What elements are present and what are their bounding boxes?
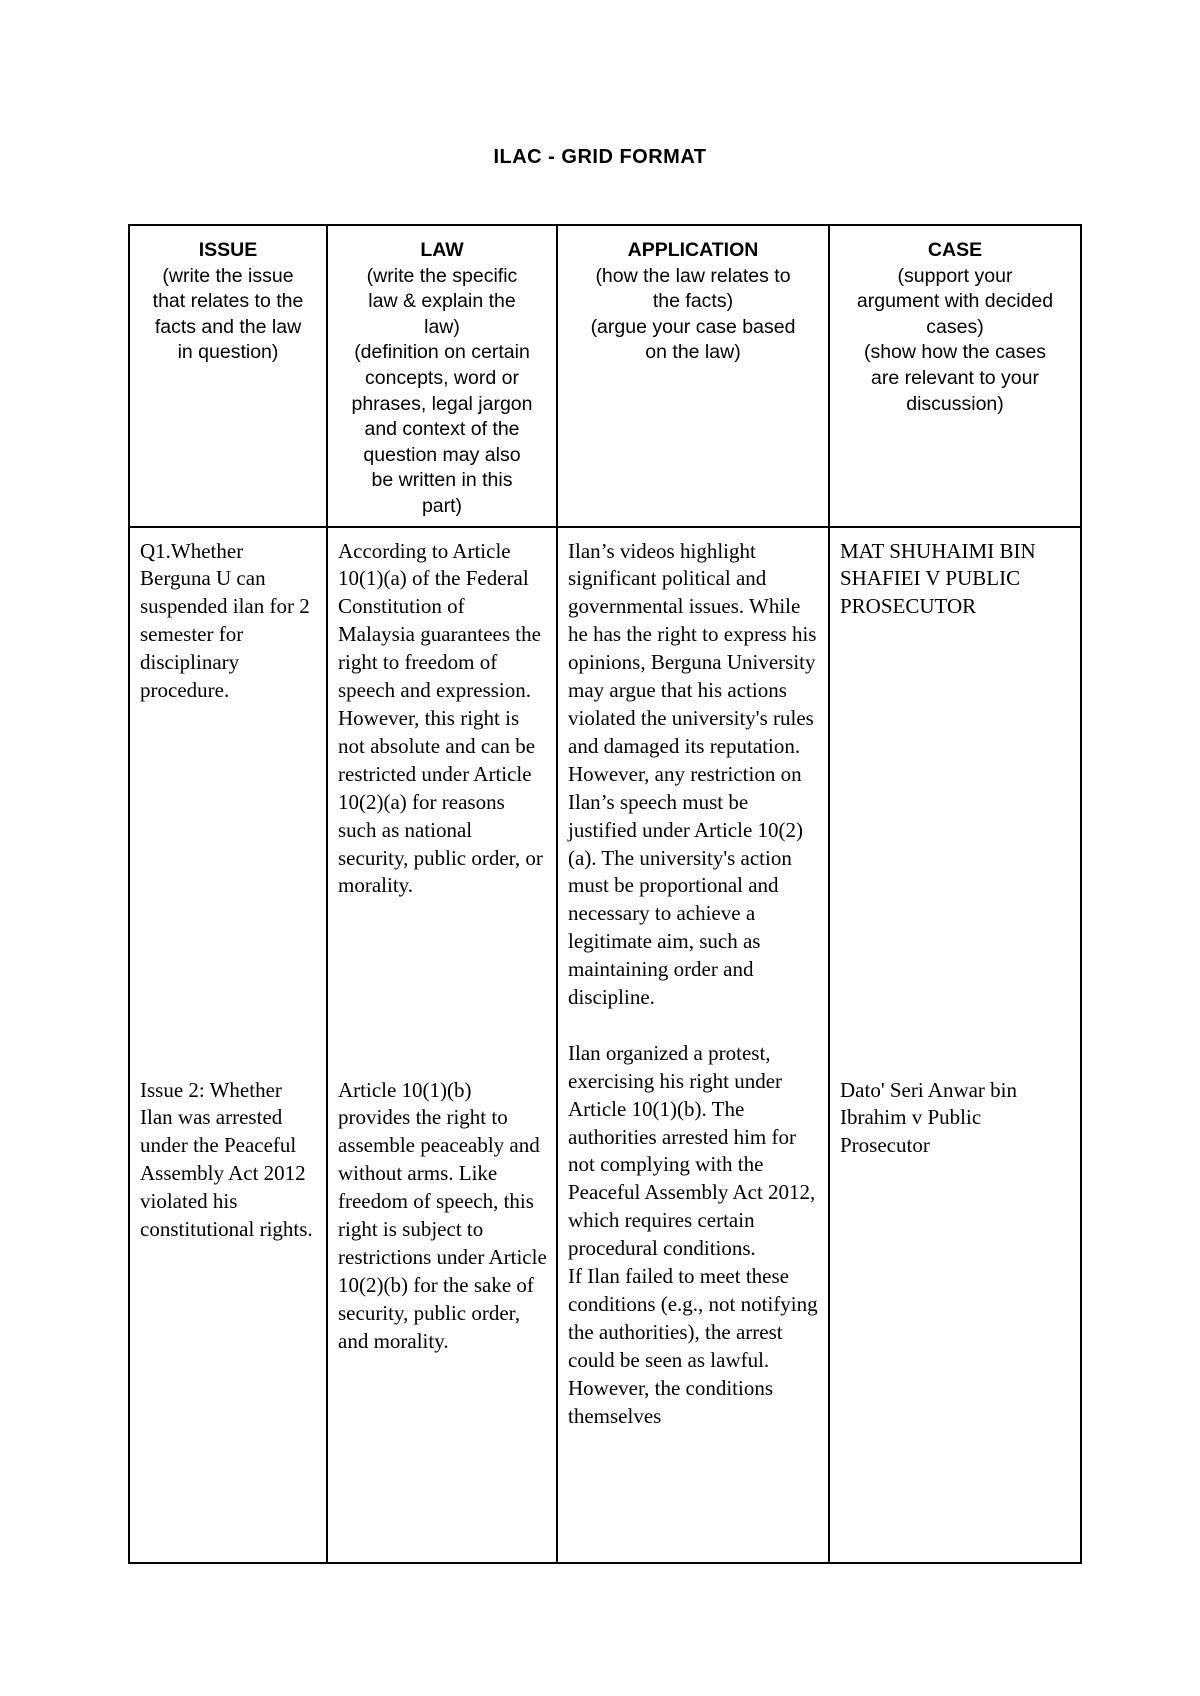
header-row — [129, 225, 1081, 527]
issue-2-text: Issue 2: Whether Ilan was arrested under the Peaceful Assembly Act 2012 violated his constitutional rights. — [140, 1077, 313, 1242]
header-case-label: CASE — [927, 239, 983, 261]
header-law — [327, 225, 557, 527]
law-1-text: According to Article 10(1)(a) of the Federal Constitution of Malaysia guarantees the right to freedom of speech and expression. However, this right is not absolute and can be restricted under Article 10(2)(a) for reasons such as national security, public order, or morality. — [338, 538, 543, 898]
header-law-line: question may also — [363, 443, 521, 466]
header-application — [557, 225, 829, 527]
header-case-line: (show how the cases — [863, 341, 1047, 364]
header-law-line: (write the specific — [366, 264, 518, 287]
header-case-line: are relevant to your — [870, 366, 1039, 389]
header-case-line: (support your — [897, 264, 1013, 287]
case-1-text: MAT SHUHAIMI BIN SHAFIEI V PUBLIC PROSECUTOR — [840, 538, 1036, 619]
paragraph-spacer — [568, 1012, 818, 1040]
header-case — [829, 225, 1081, 527]
header-application-line: (argue your case based — [590, 315, 796, 338]
application-2a-text: Ilan organized a protest, exercising his right under Article 10(1)(b). The authorities arrested him for not complying with the Peaceful Assembly Act 2012, which requires certain procedural conditions. — [568, 1040, 816, 1261]
content-row — [129, 527, 1081, 1563]
header-case-line: discussion) — [906, 392, 1004, 415]
header-law-line: and context of the — [364, 418, 520, 441]
case-cell — [829, 527, 1081, 1563]
header-issue-label: ISSUE — [198, 239, 258, 261]
case-2-text: Dato' Seri Anwar bin Ibrahim v Public Prosecutor — [840, 1077, 1018, 1158]
application-2b-text: If Ilan failed to meet these conditions (e.g., not notifying the authorities), the arrest could be seen as lawful. However, the conditions themselves — [568, 1264, 818, 1428]
header-issue-line: facts and the law — [154, 315, 302, 338]
header-application-line: the facts) — [652, 290, 734, 313]
header-application-label: APPLICATION — [627, 239, 759, 261]
header-law-line: (definition on certain — [354, 341, 530, 364]
header-issue-line: (write the issue — [162, 264, 294, 287]
header-law-line: law & explain the — [368, 290, 516, 313]
page-title: ILAC - GRID FORMAT — [493, 146, 707, 168]
header-application-line: on the law) — [645, 341, 741, 364]
application-cell — [557, 527, 829, 1563]
header-issue-line: in question) — [177, 341, 279, 364]
header-case-line: cases) — [926, 315, 984, 338]
header-application-line: (how the law relates to — [595, 264, 791, 287]
header-issue-line: that relates to the — [152, 290, 304, 313]
header-law-line: be written in this — [371, 469, 513, 492]
law-cell — [327, 527, 557, 1563]
header-law-line: concepts, word or — [365, 366, 519, 389]
application-1b-text: However, any restriction on Ilan’s speech must be justified under Article 10(2)(a). The university's action must be proportional and necessary to achieve a legitimate aim, such as maintaining order and discipline. — [568, 761, 804, 1010]
header-case-line: argument with decided — [856, 290, 1054, 313]
header-law-line: law) — [424, 315, 460, 338]
header-law-label: LAW — [420, 239, 464, 261]
header-law-line: phrases, legal jargon — [351, 392, 533, 415]
issue-cell — [129, 527, 327, 1563]
application-1a-text: Ilan’s videos highlight significant political and governmental issues. While he has the right to express his opinions, Berguna University may argue that his actions violated the university's rules and damaged its reputation. — [568, 538, 817, 758]
ilac-grid-table — [128, 224, 1082, 1564]
law-2-text: Article 10(1)(b) provides the right to assemble peaceably and without arms. Like freedom of speech, this right is subject to restrictions under Article 10(2)(b) for the sake of security, public order, and morality. — [338, 1077, 547, 1353]
header-law-line: part) — [421, 494, 463, 517]
header-issue — [129, 225, 327, 527]
issue-1-text: Q1.Whether Berguna U can suspended ilan for 2 semester for disciplinary procedure. — [140, 538, 310, 703]
